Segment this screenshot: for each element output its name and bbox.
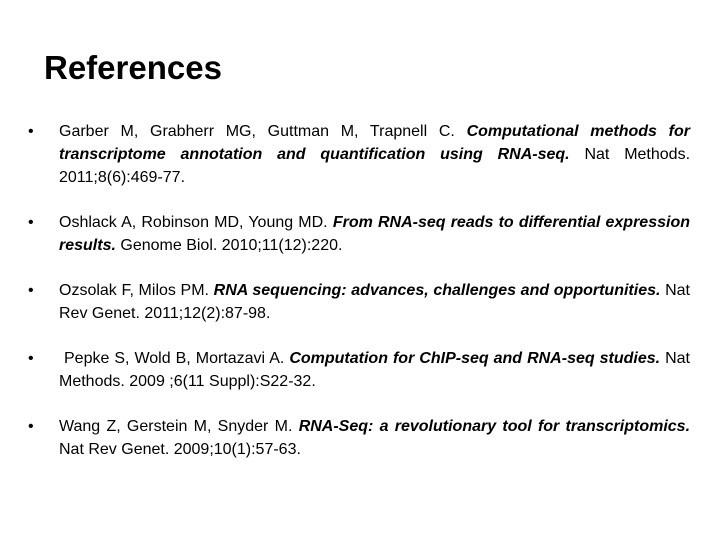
reference-title: RNA-Seq: a revolutionary tool for transcriptomics. bbox=[298, 418, 691, 435]
reference-title: Computation for ChIP-seq and RNA-seq studies. bbox=[289, 350, 661, 367]
bullet-icon: • bbox=[28, 350, 34, 367]
bullet-icon: • bbox=[28, 123, 34, 140]
bullet-icon: • bbox=[28, 282, 34, 299]
reference-authors: Ozsolak F, Milos PM. bbox=[59, 282, 209, 299]
reference-title: RNA sequencing: advances, challenges and opportunities. bbox=[213, 282, 661, 299]
reference-text bbox=[59, 347, 690, 393]
reference-title: Computational methods for transcriptome annotation and quantification using RNA-seq. bbox=[59, 123, 690, 163]
reference-list bbox=[28, 120, 690, 483]
reference-source: Genome Biol. 2010;11(12):220. bbox=[120, 237, 343, 254]
reference-text bbox=[59, 415, 690, 461]
reference-item-1 bbox=[28, 120, 690, 189]
reference-authors: Garber M, Grabherr MG, Guttman M, Trapnell C. bbox=[59, 123, 455, 140]
bullet-icon: • bbox=[28, 214, 34, 231]
reference-text bbox=[59, 120, 690, 189]
reference-source: Nat Rev Genet. 2011;12(2):87-98. bbox=[59, 282, 690, 322]
reference-source: Nat Methods. 2011;8(6):469-77. bbox=[59, 146, 691, 186]
reference-item-5 bbox=[28, 415, 690, 461]
reference-title: From RNA-seq reads to differential expression results. bbox=[59, 214, 690, 254]
reference-item-3 bbox=[28, 279, 690, 325]
reference-authors: Wang Z, Gerstein M, Snyder M. bbox=[59, 418, 293, 435]
reference-authors: Oshlack A, Robinson MD, Young MD. bbox=[59, 214, 328, 231]
reference-authors: Pepke S, Wold B, Mortazavi A. bbox=[64, 350, 285, 367]
reference-text bbox=[59, 279, 690, 325]
reference-text bbox=[59, 211, 690, 257]
bullet-icon: • bbox=[28, 418, 34, 435]
reference-source: Nat Rev Genet. 2009;10(1):57-63. bbox=[59, 441, 301, 458]
reference-item-4 bbox=[28, 347, 690, 393]
page-title: References bbox=[44, 49, 222, 86]
reference-source: Nat Methods. 2009 ;6(11 Suppl):S22-32. bbox=[59, 350, 690, 390]
reference-item-2 bbox=[28, 211, 690, 257]
